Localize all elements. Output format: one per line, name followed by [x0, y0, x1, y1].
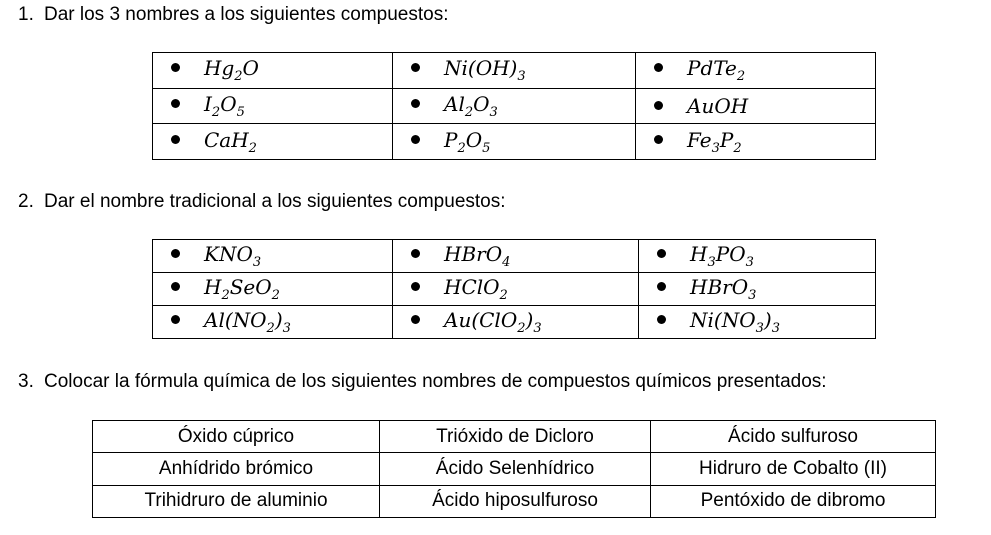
formula-text: KNO: [204, 242, 253, 266]
bullet-icon: [411, 63, 420, 72]
formula-cell: [393, 240, 639, 273]
formula-text: CaH: [204, 127, 249, 152]
bullet-icon: [654, 135, 663, 144]
bullet-icon: [411, 135, 420, 144]
formula-subscript: 2: [271, 288, 280, 303]
formula-subscript: 3: [755, 321, 764, 336]
question-2-text: Dar el nombre tradicional a los siguientes compuestos:: [44, 191, 506, 212]
formula-text: O: [242, 56, 259, 81]
formula-text: P: [444, 127, 458, 152]
compound-name-cell: Ácido hiposulfuroso: [380, 485, 651, 517]
bullet-icon: [657, 282, 666, 291]
bullet-icon: [411, 282, 420, 291]
formula-subscript: 2: [736, 69, 746, 85]
formula-text: PdTe: [687, 56, 737, 81]
chemical-formula: [690, 275, 757, 303]
formula-subscript: 2: [266, 321, 275, 336]
compound-name-cell: Trihidruro de aluminio: [93, 485, 380, 517]
formula-text: AuOH: [687, 93, 749, 118]
formula-subscript: 3: [533, 321, 542, 336]
bullet-icon: [171, 135, 180, 144]
bullet-icon: [171, 282, 180, 291]
chemical-formula: [204, 56, 259, 85]
table-row: [153, 53, 876, 89]
formula-subscript: 5: [236, 104, 245, 120]
chemical-formula: [444, 127, 491, 156]
chemical-formula: [444, 308, 542, 336]
chemical-formula: [204, 91, 245, 120]
compound-name-cell: Ácido Selenhídrico: [380, 453, 651, 485]
table-row: [153, 273, 876, 306]
formula-subscript: 3: [282, 321, 291, 336]
chemical-formula: [204, 127, 257, 156]
formula-subscript: 2: [221, 288, 230, 303]
compound-name-cell: Hidruro de Cobalto (II): [651, 453, 936, 485]
question-3-number: 3.: [18, 371, 34, 392]
formula-text: Hg: [204, 56, 235, 81]
bullet-icon: [411, 315, 420, 324]
formula-cell: [393, 88, 636, 124]
formula-subscript: 3: [771, 321, 780, 336]
chemical-formula: [444, 242, 511, 270]
bullet-icon: [171, 249, 180, 258]
question-1-text: Dar los 3 nombres a los siguientes compuestos:: [44, 4, 449, 25]
chemical-formula: [687, 94, 748, 118]
formula-subscript: 2: [211, 104, 221, 120]
bullet-icon: [171, 99, 180, 108]
formula-text: HClO: [444, 275, 500, 299]
formula-text: O: [465, 127, 483, 152]
chemical-formula: [687, 127, 742, 156]
chemical-formula: [444, 56, 526, 85]
formula-text: H: [690, 242, 708, 266]
formula-subscript: 3: [489, 104, 498, 120]
table-row: [153, 306, 876, 339]
chemical-formula: [204, 242, 262, 270]
formula-subscript: 5: [482, 140, 491, 156]
formula-subscript: 3: [707, 255, 716, 270]
formula-cell: [636, 88, 876, 124]
formula-cell: [639, 273, 876, 306]
chemical-formula: [687, 56, 746, 85]
bullet-icon: [411, 249, 420, 258]
formula-text: Al: [444, 91, 465, 116]
bullet-icon: [171, 63, 180, 72]
formula-cell: [153, 124, 393, 160]
table-row: [93, 421, 936, 453]
formula-subscript: 2: [517, 321, 526, 336]
chemical-formula: [444, 91, 498, 120]
formula-cell: [153, 273, 393, 306]
table-row: [153, 124, 876, 160]
compound-name-cell: Anhídrido brómico: [93, 453, 380, 485]
bullet-icon: [171, 315, 180, 324]
formula-text: Au(ClO: [444, 308, 518, 332]
question-1: [18, 4, 448, 26]
formula-subscript: 3: [252, 255, 262, 270]
names-table: [92, 420, 936, 518]
formula-text: O: [473, 91, 490, 116]
formula-subscript: 2: [733, 140, 742, 156]
table-row: [153, 240, 876, 273]
formula-cell: [153, 88, 393, 124]
formula-cell: [636, 53, 876, 89]
table-row: [153, 88, 876, 124]
formula-subscript: 2: [248, 140, 257, 156]
formula-text: Ni(NO: [690, 308, 756, 332]
formula-text: HBrO: [444, 242, 503, 266]
compound-name-cell: Trióxido de Dicloro: [380, 421, 651, 453]
question-3-text: Colocar la fórmula química de los siguientes nombres de compuestos químicos presentados:: [44, 371, 827, 392]
formula-text: O: [220, 91, 237, 116]
bullet-icon: [654, 63, 663, 72]
formula-text: Fe: [687, 127, 712, 152]
compound-name-cell: Pentóxido de dibromo: [651, 485, 936, 517]
formula-text: SeO: [229, 275, 272, 299]
formula-cell: [393, 306, 639, 339]
chemical-formula: [204, 308, 291, 336]
compound-name-cell: Óxido cúprico: [93, 421, 380, 453]
chemical-formula: [690, 242, 754, 270]
formula-subscript: 3: [748, 288, 757, 303]
question-3: [18, 371, 827, 393]
question-2-number: 2.: [18, 191, 34, 212]
formula-text: P: [719, 127, 734, 152]
bullet-icon: [657, 315, 666, 324]
formula-cell: [153, 240, 393, 273]
formula-subscript: 2: [234, 69, 243, 85]
formula-subscript: 3: [517, 69, 526, 85]
formula-cell: [636, 124, 876, 160]
formula-cell: [639, 240, 876, 273]
formula-cell: [639, 306, 876, 339]
formula-table-2: [152, 239, 876, 339]
formula-subscript: 2: [499, 288, 508, 303]
compound-name-cell: Ácido sulfuroso: [651, 421, 936, 453]
formula-cell: [393, 124, 636, 160]
chemical-formula: [444, 275, 508, 303]
question-2: [18, 191, 506, 213]
bullet-icon: [654, 101, 663, 110]
formula-text: Al(NO: [204, 308, 267, 332]
formula-cell: [153, 306, 393, 339]
bullet-icon: [411, 99, 420, 108]
formula-subscript: 3: [711, 140, 720, 156]
formula-text: PO: [715, 242, 746, 266]
formula-subscript: 2: [457, 140, 466, 156]
table-row: [93, 485, 936, 517]
question-1-number: 1.: [18, 4, 34, 25]
formula-text: HBrO: [690, 275, 749, 299]
table-row: [93, 453, 936, 485]
formula-text: ): [274, 308, 283, 332]
formula-subscript: 3: [745, 255, 754, 270]
formula-text: Ni(OH): [444, 56, 518, 81]
formula-text: ): [763, 308, 772, 332]
formula-text: ): [525, 308, 534, 332]
formula-text: I: [204, 91, 212, 116]
formula-table-1: [152, 52, 876, 160]
chemical-formula: [204, 275, 280, 303]
formula-cell: [153, 53, 393, 89]
bullet-icon: [657, 249, 666, 258]
formula-text: H: [204, 275, 222, 299]
formula-cell: [393, 273, 639, 306]
formula-subscript: 4: [502, 255, 511, 270]
formula-subscript: 2: [464, 104, 474, 120]
formula-cell: [393, 53, 636, 89]
chemical-formula: [690, 308, 780, 336]
